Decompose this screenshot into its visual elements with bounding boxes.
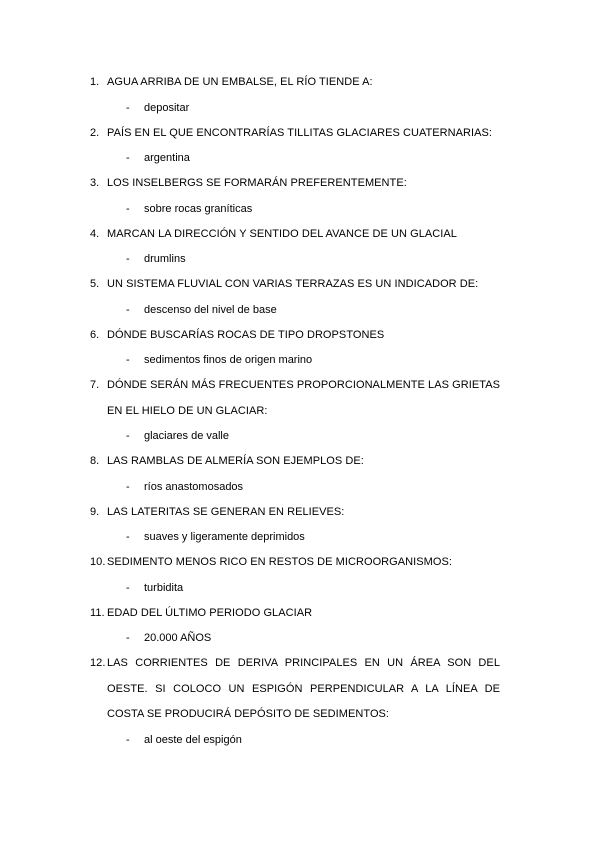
- answer-bullet: -: [126, 202, 130, 215]
- question-item-11: [90, 601, 500, 652]
- answer-line: [90, 197, 500, 222]
- question-line: [90, 373, 500, 424]
- question-text: LAS LATERITAS SE GENERAN EN RELIEVES:: [107, 505, 345, 518]
- question-number: 5.: [90, 278, 100, 290]
- question-text: MARCAN LA DIRECCIÓN Y SENTIDO DEL AVANCE DE UN GLACIAL: [107, 227, 457, 240]
- question-line: [90, 550, 500, 576]
- answer-text: sobre rocas graníticas: [144, 202, 253, 215]
- question-line: [90, 449, 500, 475]
- question-text: LAS CORRIENTES DE DERIVA PRINCIPALES EN UN ÁREA SON DEL OESTE. SI COLOCO UN ESPIGÓN PERPENDICULAR A LA LÍNEA DE COSTA SE PRODUCIRÁ DEPÓSITO DE SEDIMENTOS:: [107, 657, 500, 720]
- answer-line: [90, 298, 500, 323]
- question-item-4: [90, 222, 500, 273]
- answer-text: argentina: [144, 152, 190, 164]
- question-text: EDAD DEL ÚLTIMO PERIODO GLACIAR: [107, 606, 313, 619]
- question-text: LOS INSELBERGS SE FORMARÁN PREFERENTEMENTE:: [107, 177, 407, 189]
- question-number: 6.: [90, 328, 100, 341]
- question-item-8: [90, 449, 500, 500]
- answer-bullet: -: [126, 101, 130, 114]
- question-number: 12.: [90, 657, 106, 669]
- answer-bullet: -: [126, 354, 130, 366]
- question-number: 7.: [90, 379, 100, 391]
- question-item-10: [90, 550, 500, 601]
- answer-bullet: -: [126, 430, 130, 442]
- question-number: 10.: [90, 556, 106, 568]
- answer-line: [90, 626, 500, 651]
- question-item-6: [90, 323, 500, 374]
- question-number: 8.: [90, 455, 100, 467]
- question-line: [90, 651, 500, 728]
- question-number: 11.: [90, 606, 105, 619]
- answer-text: suaves y ligeramente deprimidos: [144, 531, 305, 543]
- question-item-9: [90, 500, 500, 551]
- answer-line: [90, 146, 500, 171]
- answer-text: ríos anastomosados: [144, 480, 244, 493]
- question-line: [90, 171, 500, 197]
- question-line: [90, 222, 500, 248]
- question-number: 1.: [90, 76, 100, 88]
- question-list: [90, 70, 500, 753]
- question-text: SEDIMENTO MENOS RICO EN RESTOS DE MICROORGANISMOS:: [107, 556, 452, 568]
- question-item-5: [90, 272, 500, 323]
- question-number: 9.: [90, 505, 100, 518]
- question-line: [90, 272, 500, 298]
- answer-bullet: -: [126, 632, 130, 644]
- question-item-7: [90, 373, 500, 449]
- question-line: [90, 500, 500, 526]
- answer-text: descenso del nivel de base: [144, 303, 277, 316]
- answer-text: sedimentos finos de origen marino: [144, 354, 313, 366]
- answer-line: [90, 728, 500, 753]
- answer-line: [90, 525, 500, 550]
- answer-bullet: -: [126, 480, 130, 493]
- answer-bullet: -: [126, 733, 130, 746]
- answer-bullet: -: [126, 531, 130, 543]
- question-text: DÓNDE SERÁN MÁS FRECUENTES PROPORCIONALMENTE LAS GRIETAS EN EL HIELO DE UN GLACIAR:: [107, 379, 500, 417]
- question-text: DÓNDE BUSCARÍAS ROCAS DE TIPO DROPSTONES: [107, 328, 385, 341]
- question-line: [90, 601, 500, 627]
- answer-line: [90, 348, 500, 373]
- question-item-12: [90, 651, 500, 753]
- answer-line: [90, 96, 500, 121]
- question-line: [90, 70, 500, 96]
- answer-text: al oeste del espigón: [144, 733, 242, 746]
- question-item-3: [90, 171, 500, 222]
- answer-text: 20.000 AÑOS: [144, 632, 212, 644]
- answer-bullet: -: [126, 152, 130, 164]
- question-line: [90, 121, 500, 147]
- answer-text: depositar: [144, 101, 190, 114]
- question-text: UN SISTEMA FLUVIAL CON VARIAS TERRAZAS ES UN INDICADOR DE:: [107, 278, 479, 290]
- answer-bullet: -: [126, 253, 130, 265]
- question-text: PAÍS EN EL QUE ENCONTRARÍAS TILLITAS GLACIARES CUATERNARIAS:: [107, 126, 493, 139]
- answer-line: [90, 424, 500, 449]
- question-number: 4.: [90, 227, 100, 240]
- question-item-2: [90, 121, 500, 172]
- answer-line: [90, 247, 500, 272]
- question-number: 2.: [90, 126, 100, 139]
- answer-text: drumlins: [144, 253, 186, 265]
- question-number: 3.: [90, 177, 100, 189]
- answer-line: [90, 475, 500, 500]
- question-item-1: [90, 70, 500, 121]
- question-text: LAS RAMBLAS DE ALMERÍA SON EJEMPLOS DE:: [107, 455, 364, 467]
- answer-text: glaciares de valle: [144, 430, 229, 442]
- question-line: [90, 323, 500, 349]
- answer-bullet: -: [126, 581, 130, 594]
- question-text: AGUA ARRIBA DE UN EMBALSE, EL RÍO TIENDE A:: [107, 76, 373, 88]
- answer-text: turbidita: [144, 581, 184, 594]
- answer-line: [90, 576, 500, 601]
- answer-bullet: -: [126, 303, 130, 316]
